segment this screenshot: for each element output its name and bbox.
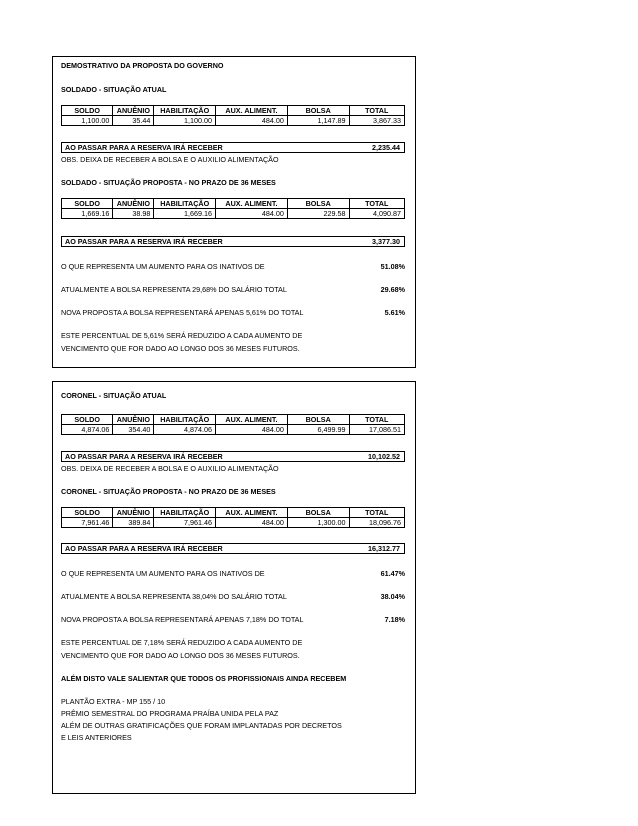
table-header-row (62, 199, 405, 209)
header-bolsa: BOLSA (287, 106, 349, 116)
coronel-proposta-reserve-row (61, 543, 405, 554)
bolsa-atual-text: ATUALMENTE A BOLSA REPRESENTA 38,04% DO SALÁRIO TOTAL (61, 592, 287, 601)
header-anuenio: ANUÊNIO (113, 106, 154, 116)
value-total: 17,086.51 (349, 425, 405, 435)
value-total: 3,867.33 (349, 116, 405, 126)
header-total: TOTAL (349, 106, 405, 116)
value-aux-aliment: 484.00 (216, 518, 288, 528)
reserve-amount: 2,235.44 (372, 143, 400, 152)
header-bolsa: BOLSA (287, 508, 349, 518)
reserve-amount: 16,312.77 (368, 544, 400, 553)
table-row (62, 518, 405, 528)
bolsa-atual-percent: 38.04% (380, 592, 405, 601)
header-habilitacao: HABILITAÇÃO (154, 415, 216, 425)
aumento-percent: 51.08% (380, 262, 405, 271)
reserve-label: AO PASSAR PARA A RESERVA IRÁ RECEBER (65, 237, 223, 246)
nova-proposta-percent: 7.18% (384, 615, 405, 624)
bolsa-atual-percent: 29.68% (380, 285, 405, 294)
table-row (62, 209, 405, 219)
value-aux-aliment: 484.00 (216, 116, 288, 126)
extra-item: PRÊMIO SEMESTRAL DO PROGRAMA PRAÍBA UNIDA PELA PAZ (61, 709, 279, 718)
reserve-label: AO PASSAR PARA A RESERVA IRÁ RECEBER (65, 143, 223, 152)
value-habilitacao: 1,669.16 (154, 209, 216, 219)
value-total: 4,090.87 (349, 209, 405, 219)
header-aux-aliment: AUX. ALIMENT. (216, 415, 288, 425)
header-aux-aliment: AUX. ALIMENT. (216, 106, 288, 116)
header-total: TOTAL (349, 508, 405, 518)
value-aux-aliment: 484.00 (216, 425, 288, 435)
value-bolsa: 6,499.99 (287, 425, 349, 435)
value-soldo: 1,100.00 (62, 116, 113, 126)
header-soldo: SOLDO (62, 508, 113, 518)
header-bolsa: BOLSA (287, 199, 349, 209)
value-aux-aliment: 484.00 (216, 209, 288, 219)
value-soldo: 7,961.46 (62, 518, 113, 528)
percentual-line-2: VENCIMENTO QUE FOR DADO AO LONGO DOS 36 MESES FUTUROS. (61, 344, 300, 353)
table-header-row (62, 508, 405, 518)
header-habilitacao: HABILITAÇÃO (154, 199, 216, 209)
table-header-row (62, 415, 405, 425)
reserve-amount: 10,102.52 (368, 452, 400, 461)
header-soldo: SOLDO (62, 415, 113, 425)
header-total: TOTAL (349, 415, 405, 425)
header-total: TOTAL (349, 199, 405, 209)
extra-item: ALÉM DE OUTRAS GRATIFICAÇÕES QUE FORAM IMPLANTADAS POR DECRETOS (61, 721, 342, 730)
header-aux-aliment: AUX. ALIMENT. (216, 508, 288, 518)
percentual-line-1: ESTE PERCENTUAL DE 5,61% SERÁ REDUZIDO A CADA AUMENTO DE (61, 331, 303, 340)
header-anuenio: ANUÊNIO (113, 415, 154, 425)
coronel-proposta-table (61, 507, 405, 528)
soldado-atual-reserve-row (61, 142, 405, 153)
document-title: DEMOSTRATIVO DA PROPOSTA DO GOVERNO (61, 61, 224, 70)
soldado-proposta-table (61, 198, 405, 219)
value-anuenio: 389.84 (113, 518, 154, 528)
extra-item: PLANTÃO EXTRA - MP 155 / 10 (61, 697, 166, 706)
value-habilitacao: 4,874.06 (154, 425, 216, 435)
reserve-label: AO PASSAR PARA A RESERVA IRÁ RECEBER (65, 544, 223, 553)
bolsa-atual-text: ATUALMENTE A BOLSA REPRESENTA 29,68% DO SALÁRIO TOTAL (61, 285, 287, 294)
soldado-atual-title: SOLDADO - SITUAÇÃO ATUAL (61, 85, 167, 94)
nova-proposta-text: NOVA PROPOSTA A BOLSA REPRESENTARÁ APENAS 7,18% DO TOTAL (61, 615, 304, 624)
reserve-amount: 3,377.30 (372, 237, 400, 246)
percentual-line-1: ESTE PERCENTUAL DE 7,18% SERÁ REDUZIDO A CADA AUMENTO DE (61, 638, 303, 647)
header-soldo: SOLDO (62, 106, 113, 116)
table-header-row (62, 106, 405, 116)
extra-item: E LEIS ANTERIORES (61, 733, 132, 742)
obs-text: OBS. DEIXA DE RECEBER A BOLSA E O AUXILIO ALIMENTAÇÃO (61, 155, 279, 164)
value-anuenio: 35.44 (113, 116, 154, 126)
aumento-percent: 61.47% (380, 569, 405, 578)
value-anuenio: 354.40 (113, 425, 154, 435)
coronel-atual-table (61, 414, 405, 435)
aumento-text: O QUE REPRESENTA UM AUMENTO PARA OS INATIVOS DE (61, 569, 265, 578)
header-anuenio: ANUÊNIO (113, 508, 154, 518)
nova-proposta-text: NOVA PROPOSTA A BOLSA REPRESENTARÁ APENAS 5,61% DO TOTAL (61, 308, 304, 317)
percentual-line-2: VENCIMENTO QUE FOR DADO AO LONGO DOS 36 MESES FUTUROS. (61, 651, 300, 660)
value-soldo: 4,874.06 (62, 425, 113, 435)
value-soldo: 1,669.16 (62, 209, 113, 219)
header-habilitacao: HABILITAÇÃO (154, 508, 216, 518)
value-bolsa: 229.58 (287, 209, 349, 219)
soldado-proposta-reserve-row (61, 236, 405, 247)
header-anuenio: ANUÊNIO (113, 199, 154, 209)
value-habilitacao: 1,100.00 (154, 116, 216, 126)
value-habilitacao: 7,961.46 (154, 518, 216, 528)
soldado-section (52, 56, 416, 368)
coronel-atual-title: CORONEL - SITUAÇÃO ATUAL (61, 391, 167, 400)
header-soldo: SOLDO (62, 199, 113, 209)
aumento-text: O QUE REPRESENTA UM AUMENTO PARA OS INATIVOS DE (61, 262, 265, 271)
header-aux-aliment: AUX. ALIMENT. (216, 199, 288, 209)
soldado-proposta-title: SOLDADO - SITUAÇÃO PROPOSTA - NO PRAZO DE 36 MESES (61, 178, 276, 187)
value-anuenio: 38.98 (113, 209, 154, 219)
header-habilitacao: HABILITAÇÃO (154, 106, 216, 116)
value-total: 18,096.76 (349, 518, 405, 528)
coronel-proposta-title: CORONEL - SITUAÇÃO PROPOSTA - NO PRAZO DE 36 MESES (61, 487, 276, 496)
table-row (62, 425, 405, 435)
table-row (62, 116, 405, 126)
obs-text: OBS. DEIXA DE RECEBER A BOLSA E O AUXILIO ALIMENTAÇÃO (61, 464, 279, 473)
nova-proposta-percent: 5.61% (384, 308, 405, 317)
coronel-section (52, 381, 416, 794)
reserve-label: AO PASSAR PARA A RESERVA IRÁ RECEBER (65, 452, 223, 461)
value-bolsa: 1,147.89 (287, 116, 349, 126)
value-bolsa: 1,300.00 (287, 518, 349, 528)
salientar-heading: ALÉM DISTO VALE SALIENTAR QUE TODOS OS PROFISSIONAIS AINDA RECEBEM (61, 674, 347, 683)
soldado-atual-table (61, 105, 405, 126)
header-bolsa: BOLSA (287, 415, 349, 425)
coronel-atual-reserve-row (61, 451, 405, 462)
